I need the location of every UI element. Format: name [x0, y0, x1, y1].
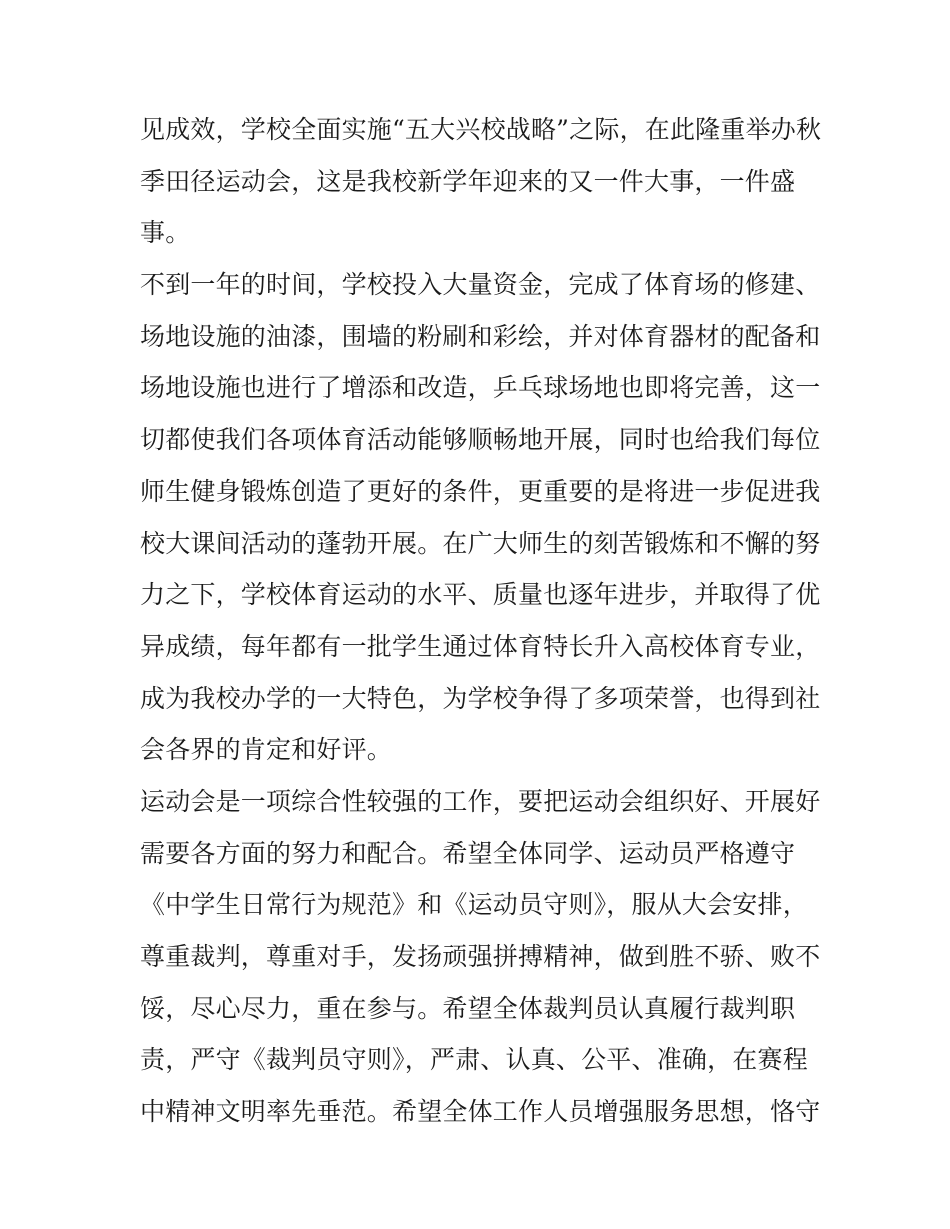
text-line-8: 师生健身锻炼创造了更好的条件，更重要的是将进一步促进我 [140, 476, 821, 506]
text-line-3: 事。 [140, 218, 191, 248]
text-line-14: 运动会是一项综合性较强的工作，要把运动会组织好、开展好 [140, 786, 821, 816]
text-line-2: 季田径运动会，这是我校新学年迎来的又一件大事，一件盛 [140, 166, 796, 196]
text-line-20: 中精神文明率先垂范。希望全体工作人员增强服务思想，恪守 [140, 1097, 821, 1127]
text-line-6: 场地设施也进行了增添和改造，乒乓球场地也即将完善，这一 [140, 373, 821, 403]
text-line-5: 场地设施的油漆，围墙的粉刷和彩绘，并对体育器材的配备和 [140, 321, 821, 351]
text-line-1: 见成效，学校全面实施“五大兴校战略”之际，在此隆重举办秋 [140, 115, 822, 144]
document-body [140, 104, 820, 1138]
text-line-11: 异成绩，每年都有一批学生通过体育特长升入高校体育专业， [140, 631, 821, 661]
text-line-19: 责，严守《裁判员守则》，严肃、认真、公平、准确，在赛程 [140, 1045, 808, 1075]
text-line-10: 力之下，学校体育运动的水平、质量也逐年进步，并取得了优 [140, 580, 821, 610]
text-line-12: 成为我校办学的一大特色，为学校争得了多项荣誉，也得到社 [140, 683, 821, 713]
text-line-7: 切都使我们各项体育活动能够顺畅地开展，同时也给我们每位 [140, 425, 821, 455]
text-line-17: 尊重裁判，尊重对手，发扬顽强拼搏精神，做到胜不骄、败不 [140, 942, 821, 971]
text-line-9: 校大课间活动的蓬勃开展。在广大师生的刻苦锻炼和不懈的努 [140, 528, 821, 558]
text-line-4: 不到一年的时间，学校投入大量资金，完成了体育场的修建、 [140, 270, 821, 300]
text-line-18: 馁，尽心尽力，重在参与。希望全体裁判员认真履行裁判职 [140, 993, 796, 1023]
text-line-15: 需要各方面的努力和配合。希望全体同学、运动员严格遵守 [140, 838, 796, 868]
text-line-13: 会各界的肯定和好评。 [140, 735, 393, 765]
text-line-16: 《中学生日常行为规范》和《运动员守则》，服从大会安排， [140, 890, 808, 920]
